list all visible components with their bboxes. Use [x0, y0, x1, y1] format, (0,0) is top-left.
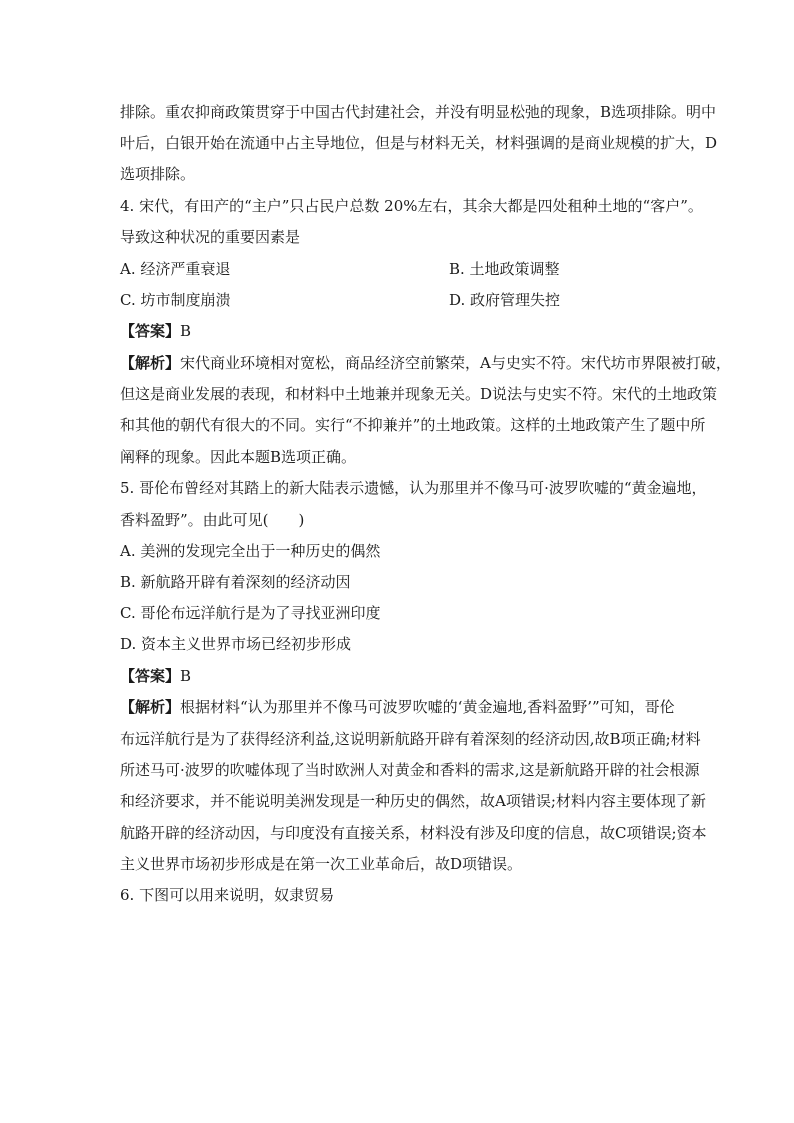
q5-option-a: A. 美洲的发现完全出于一种历史的偶然 — [120, 542, 381, 560]
q4-analysis-text: 宋代商业环境相对宽松，商品经济空前繁荣，A与史实不符。宋代坊市界限被打破， — [180, 354, 731, 372]
q5-answer — [120, 666, 191, 686]
q4-stem-line-2: 导致这种状况的重要因素是 — [120, 228, 301, 246]
q5-option-b: B. 新航路开辟有着深刻的经济动因 — [120, 573, 351, 591]
q6-stem: 6. 下图可以用来说明，奴隶贸易 — [120, 886, 335, 904]
q5-analysis-line-5: 航路开辟的经济动因，与印度没有直接关系，材料没有涉及印度的信息，故C项错误;资本 — [120, 824, 707, 842]
q4-option-d: D. 政府管理失控 — [449, 291, 561, 309]
q4-option-b: B. 土地政策调整 — [449, 260, 560, 278]
q4-stem-line-1: 4. 宋代，有田产的“主户”只占民户总数 20%左右，其余大都是四处租种土地的“客户”。 — [120, 197, 703, 215]
q5-analysis-line-6: 主义世界市场初步形成是在第一次工业革命后，故D项错误。 — [120, 855, 523, 873]
q4-analysis-line-3: 和其他的朝代有很大的不同。实行“不抑兼并”的土地政策。这样的土地政策产生了题中所 — [120, 416, 706, 434]
q5-answer-value: B — [180, 667, 192, 685]
q5-analysis-tag: 【解析】 — [120, 698, 181, 716]
q5-analysis-text: 根据材料“认为那里并不像马可波罗吹嘘的‘黄金遍地,香料盈野’”可知，哥伦 — [180, 698, 675, 716]
q4-analysis-tag: 【解析】 — [120, 354, 181, 372]
prev-explanation-line-3: 选项排除。 — [120, 165, 196, 183]
q4-answer-tag: 【答案】 — [120, 322, 181, 340]
q4-analysis-line-4: 阐释的现象。因此本题B选项正确。 — [120, 448, 357, 466]
q5-stem-line-2: 香料盈野”。由此可见( ) — [120, 511, 305, 529]
q4-answer — [120, 321, 191, 341]
q5-option-c: C. 哥伦布远洋航行是为了寻找亚洲印度 — [120, 604, 381, 622]
q5-analysis-line-4: 和经济要求，并不能说明美洲发现是一种历史的偶然，故A项错误;材料内容主要体现了新 — [120, 792, 706, 810]
q5-stem-line-1: 5. 哥伦布曾经对其踏上的新大陆表示遗憾，认为那里并不像马可·波罗吹嘘的“黄金遍地， — [120, 479, 707, 497]
prev-explanation-line-1: 排除。重农抑商政策贯穿于中国古代封建社会，并没有明显松弛的现象，B选项排除。明中 — [120, 103, 717, 121]
q4-analysis-line-2: 但这是商业发展的表现，和材料中土地兼并现象无关。D说法与史实不符。宋代的土地政策 — [120, 385, 718, 403]
q5-analysis-line-1 — [120, 697, 675, 717]
q4-option-c: C. 坊市制度崩溃 — [120, 291, 231, 309]
q4-analysis-line-1 — [120, 353, 731, 373]
q5-option-d: D. 资本主义世界市场已经初步形成 — [120, 635, 352, 653]
q4-answer-value: B — [180, 322, 192, 340]
q5-analysis-line-3: 所述马可·波罗的吹嘘体现了当时欧洲人对黄金和香料的需求,这是新航路开辟的社会根源 — [120, 761, 700, 779]
q5-answer-tag: 【答案】 — [120, 667, 181, 685]
q4-option-a: A. 经济严重衰退 — [120, 260, 231, 278]
q5-analysis-line-2: 布远洋航行是为了获得经济利益,这说明新航路开辟有着深刻的经济动因,故B项正确;材料 — [120, 730, 701, 748]
prev-explanation-line-2: 叶后，白银开始在流通中占主导地位，但是与材料无关，材料强调的是商业规模的扩大，D — [120, 134, 718, 152]
